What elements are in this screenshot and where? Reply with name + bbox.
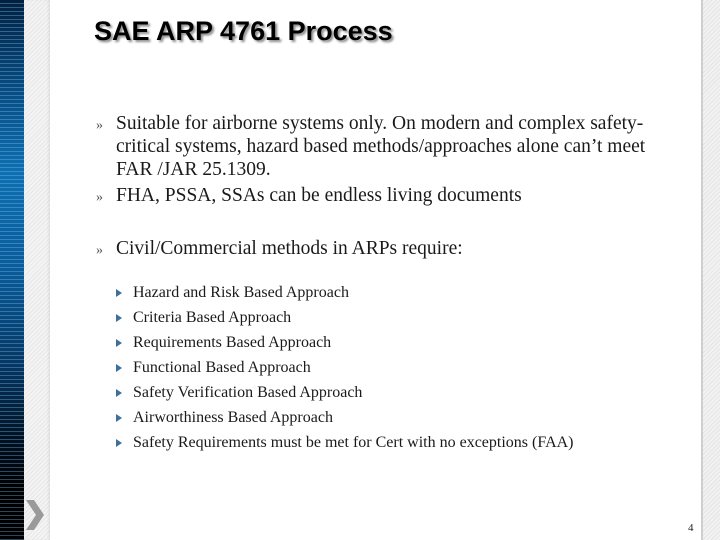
triangle-right-icon [116,339,122,347]
bullet-text: Suitable for airborne systems only. On modern and complex safety-critical systems, hazard based methods/approaches alone can’t meet FAR /JAR 25.1309. [116,113,646,180]
triangle-right-icon [116,439,122,447]
slide-title: SAE ARP 4761 Process [94,16,393,46]
sub-bullet-text: Functional Based Approach [133,359,311,376]
slide-content [96,112,686,455]
decorative-stripe-band [24,0,50,540]
triangle-right-icon [116,414,122,422]
triangle-right-icon [116,314,122,322]
sub-bullet-item [116,405,686,430]
triangle-right-icon [116,364,122,372]
bullet-item [96,237,686,260]
sub-bullet-text: Criteria Based Approach [133,309,292,326]
sub-bullet-item [116,430,686,455]
triangle-right-icon [116,389,122,397]
sub-bullet-text: Safety Verification Based Approach [133,384,363,401]
double-chevron-icon: » [96,190,103,205]
sub-bullet-item [116,330,686,355]
sub-bullet-text: Hazard and Risk Based Approach [133,284,349,301]
bullet-item [96,112,686,181]
decorative-tech-strip [0,0,24,540]
page-number: 4 [688,522,694,534]
sub-bullet-item [116,280,686,305]
triangle-right-icon [116,289,122,297]
decorative-right-band [701,0,720,540]
sub-bullet-text: Airworthiness Based Approach [133,409,333,426]
double-chevron-icon: » [96,243,103,258]
bullet-item [96,184,686,207]
chevron-right-icon[interactable] [24,498,46,532]
sub-bullet-text: Requirements Based Approach [133,334,332,351]
sub-bullet-item [116,305,686,330]
sub-bullet-item [116,380,686,405]
bullet-text: Civil/Commercial methods in ARPs require: [116,238,463,259]
sub-bullet-item [116,355,686,380]
bullet-text: FHA, PSSA, SSAs can be endless living documents [116,185,522,206]
sub-bullet-text: Safety Requirements must be met for Cert with no exceptions (FAA) [133,434,574,451]
double-chevron-icon: » [96,118,103,133]
